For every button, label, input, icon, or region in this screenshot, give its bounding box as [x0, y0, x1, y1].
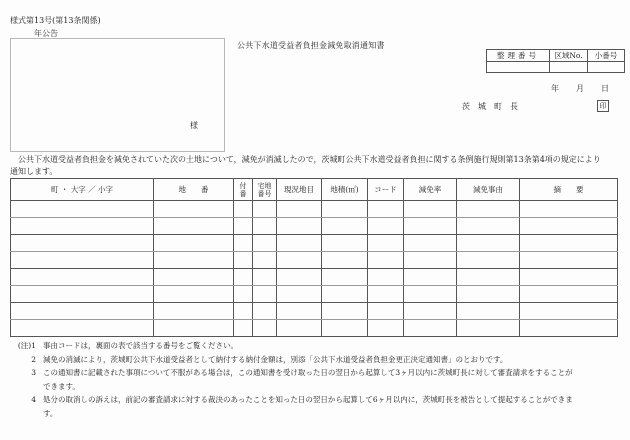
table-cell[interactable] [404, 201, 457, 218]
table-cell[interactable] [154, 218, 234, 235]
table-cell[interactable] [277, 201, 322, 218]
table-cell[interactable] [253, 269, 277, 286]
land-detail-table [10, 178, 618, 337]
table-cell[interactable] [154, 320, 234, 337]
date-month-label: 月 [576, 84, 584, 93]
intro-text-line2: 通知します。 [10, 167, 58, 176]
table-cell[interactable] [457, 269, 520, 286]
table-cell[interactable] [404, 320, 457, 337]
table-cell[interactable] [368, 286, 404, 303]
table-cell[interactable] [253, 286, 277, 303]
table-cell[interactable] [234, 201, 253, 218]
table-cell[interactable] [253, 218, 277, 235]
table-cell[interactable] [520, 320, 618, 337]
table-cell[interactable] [234, 252, 253, 269]
table-row [11, 320, 618, 337]
table-cell[interactable] [368, 320, 404, 337]
table-cell[interactable] [404, 218, 457, 235]
date-year-label: 年 [551, 84, 559, 93]
table-cell[interactable] [277, 235, 322, 252]
col-header-town: 町 ・ 大字 ／ 小字 [11, 179, 154, 201]
table-cell[interactable] [11, 218, 154, 235]
table-cell[interactable] [277, 252, 322, 269]
col-header-lot-number: 地 番 [154, 179, 234, 201]
table-cell[interactable] [11, 252, 154, 269]
table-cell[interactable] [277, 303, 322, 320]
ref-value-sub-no[interactable] [588, 62, 625, 73]
table-cell[interactable] [234, 269, 253, 286]
col-header-sub-number: 付 番 [234, 179, 253, 201]
table-cell[interactable] [404, 286, 457, 303]
table-cell[interactable] [457, 235, 520, 252]
table-cell[interactable] [253, 320, 277, 337]
table-row [11, 201, 618, 218]
table-cell[interactable] [277, 286, 322, 303]
table-cell[interactable] [322, 252, 368, 269]
table-cell[interactable] [253, 252, 277, 269]
table-row [11, 286, 618, 303]
note-number [10, 407, 43, 421]
table-cell[interactable] [322, 303, 368, 320]
table-cell[interactable] [253, 201, 277, 218]
table-cell[interactable] [404, 235, 457, 252]
notes-section [10, 339, 573, 420]
note-item [10, 380, 573, 394]
table-cell[interactable] [457, 201, 520, 218]
table-cell[interactable] [234, 218, 253, 235]
recipient-honorific: 様 [190, 121, 198, 130]
table-cell[interactable] [520, 235, 618, 252]
col-header-area: 地積(㎡) [322, 179, 368, 201]
notice-year-label: 年公告 [34, 29, 58, 38]
table-cell[interactable] [322, 235, 368, 252]
col-header-residential-number: 宅地 番号 [253, 179, 277, 201]
table-cell[interactable] [404, 303, 457, 320]
table-cell[interactable] [368, 269, 404, 286]
note-text: す。 [43, 408, 58, 418]
ref-header-seiri-bango: 整理番号 [487, 50, 550, 62]
table-cell[interactable] [404, 252, 457, 269]
date-day-label: 日 [601, 84, 609, 93]
table-cell[interactable] [520, 218, 618, 235]
intro-text-line1: 公共下水道受益者負担金を減免されていた次の土地について，減免が消滅したので，茨城町公共下水道受益者負担に関する条例施行規則第13条第4項の規定により [18, 155, 601, 164]
table-cell[interactable] [322, 201, 368, 218]
table-cell[interactable] [520, 252, 618, 269]
note-item [10, 339, 573, 353]
table-cell[interactable] [368, 252, 404, 269]
table-cell[interactable] [154, 269, 234, 286]
col-header-reduction-rate: 減免率 [404, 179, 457, 201]
table-cell[interactable] [11, 303, 154, 320]
table-row [11, 269, 618, 286]
table-cell[interactable] [277, 320, 322, 337]
table-row [11, 235, 618, 252]
col-header-code: コード [368, 179, 404, 201]
ref-value-seiri-bango[interactable] [487, 62, 550, 73]
table-cell[interactable] [253, 235, 277, 252]
table-cell[interactable] [154, 252, 234, 269]
note-item [10, 366, 573, 380]
table-cell[interactable] [368, 201, 404, 218]
table-cell[interactable] [322, 269, 368, 286]
table-cell[interactable] [154, 235, 234, 252]
issuer-name: 茨城町長 [462, 102, 526, 111]
table-cell[interactable] [457, 303, 520, 320]
note-text: 減免の消滅により，茨城町公共下水道受益者として納付する納付金額は，別添「公共下水道受益者負担金更正決定通知書」のとおりです。 [43, 354, 508, 364]
form-number: 様式第13号(第13条関係) [10, 16, 101, 25]
ref-header-sub-no: 小番号 [588, 50, 625, 62]
note-text: この通知書に記載された事項について不服がある場合は，この通知書を受け取った日の翌日から起算して3ヶ月以内に茨城町長に対して審査請求をすることが [43, 368, 573, 377]
note-item [10, 407, 573, 421]
table-cell[interactable] [520, 269, 618, 286]
note-text: 事由コードは，裏面の表で該当する番号をご覧ください。 [43, 341, 238, 350]
ref-value-area-no[interactable] [550, 62, 588, 73]
table-cell[interactable] [520, 303, 618, 320]
note-number [10, 380, 43, 394]
seal-icon: 印 [597, 100, 609, 112]
table-cell[interactable] [277, 269, 322, 286]
table-cell[interactable] [234, 235, 253, 252]
table-cell[interactable] [11, 320, 154, 337]
table-cell[interactable] [368, 303, 404, 320]
table-cell[interactable] [322, 320, 368, 337]
table-cell[interactable] [368, 235, 404, 252]
note-item [10, 353, 573, 367]
table-cell[interactable] [11, 201, 154, 218]
note-item [10, 393, 573, 407]
table-cell[interactable] [234, 303, 253, 320]
note-number: 3 [31, 368, 36, 377]
table-cell[interactable] [457, 252, 520, 269]
table-cell[interactable] [11, 269, 154, 286]
table-cell[interactable] [234, 286, 253, 303]
table-cell[interactable] [11, 235, 154, 252]
table-cell[interactable] [457, 286, 520, 303]
table-cell[interactable] [520, 201, 618, 218]
table-row [11, 218, 618, 235]
col-header-land-category: 現況地目 [277, 179, 322, 201]
table-cell[interactable] [253, 303, 277, 320]
col-header-reduction-reason: 減免事由 [457, 179, 520, 201]
table-cell[interactable] [154, 303, 234, 320]
table-cell[interactable] [277, 218, 322, 235]
reference-number-table [486, 49, 625, 73]
col-header-remarks: 摘 要 [520, 179, 618, 201]
document-title: 公共下水道受益者負担金減免取消通知書 [237, 41, 385, 50]
table-cell[interactable] [457, 320, 520, 337]
recipient-address-box[interactable] [10, 38, 225, 152]
table-cell[interactable] [322, 218, 368, 235]
table-cell[interactable] [322, 286, 368, 303]
table-cell[interactable] [368, 218, 404, 235]
table-cell[interactable] [154, 201, 234, 218]
note-number: 2 [31, 354, 36, 364]
table-cell[interactable] [457, 218, 520, 235]
table-row [11, 252, 618, 269]
table-cell[interactable] [154, 286, 234, 303]
table-cell[interactable] [404, 269, 457, 286]
note-text: できます。 [43, 381, 80, 391]
ref-header-area-no: 区域No. [550, 50, 588, 62]
note-number: 4 [31, 395, 36, 404]
table-cell[interactable] [234, 320, 253, 337]
note-text: 処分の取消しの訴えは，前記の審査請求に対する裁決のあったことを知った日の翌日から起算して6ヶ月以内に，茨城町長を被告として提起することができま [43, 395, 573, 404]
table-row [11, 303, 618, 320]
table-cell[interactable] [11, 286, 154, 303]
note-number: (注)1 [17, 341, 36, 350]
table-cell[interactable] [520, 286, 618, 303]
